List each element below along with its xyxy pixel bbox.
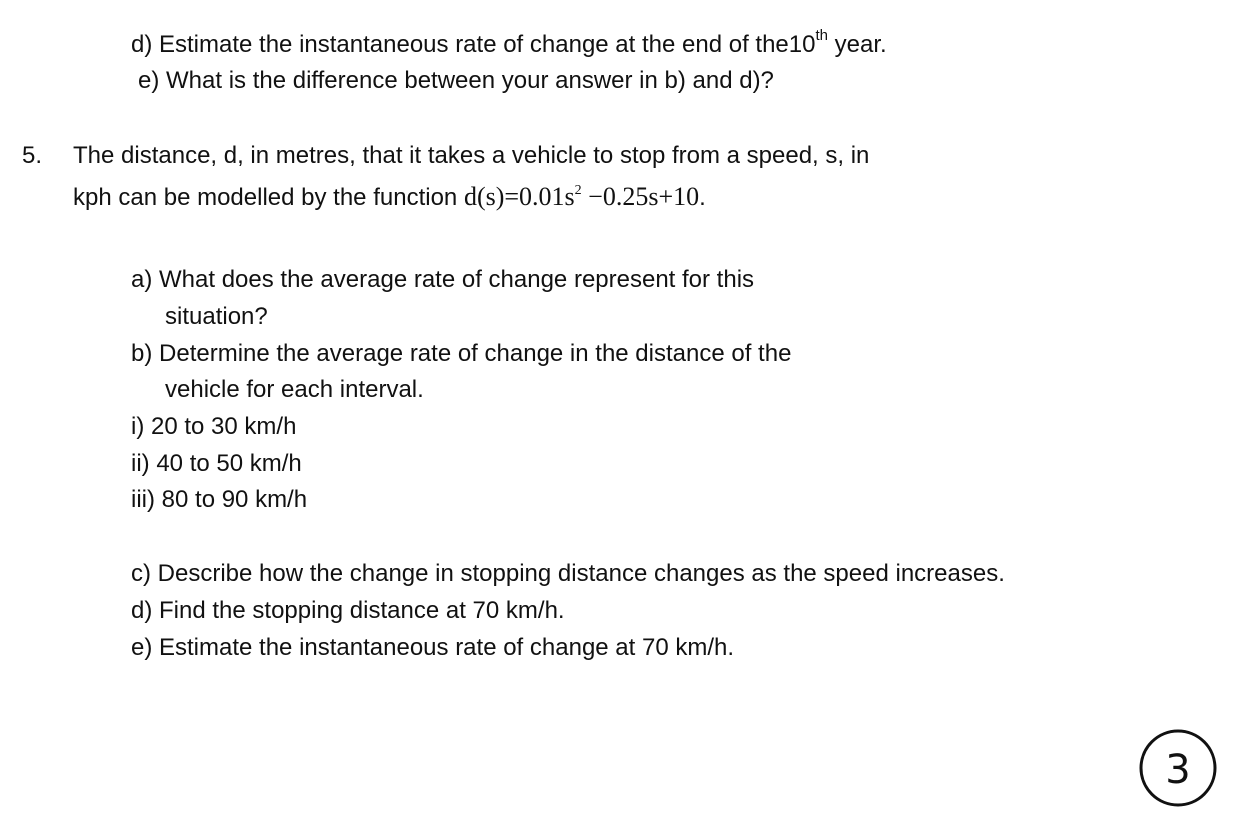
part-a-line2: situation? xyxy=(165,303,268,330)
question-stem-line2-text: kph can be modelled by the function xyxy=(73,184,464,211)
prev-question-d-text: d) Estimate the instantaneous rate of change at the end of the10 xyxy=(131,31,816,58)
formula xyxy=(464,182,699,211)
prev-question-d-superscript: th xyxy=(815,27,828,44)
formula-part-a: d(s)=0.01s xyxy=(463,182,575,211)
question-number: 5. xyxy=(22,142,43,169)
interval-item: i) 20 to 30 km/h xyxy=(131,413,297,440)
page-number-circle xyxy=(1136,728,1220,812)
page-number-text: 3 xyxy=(1165,747,1191,793)
part-b-line1: b) Determine the average rate of change in the distance of the xyxy=(131,340,792,367)
part-e: e) Estimate the instantaneous rate of change at 70 km/h. xyxy=(131,634,735,661)
prev-question-d xyxy=(131,27,887,63)
question-stem-line1: The distance, d, in metres, that it takes a vehicle to stop from a speed, s, in xyxy=(73,142,870,169)
part-b-line2: vehicle for each interval. xyxy=(165,376,424,403)
part-a-line1: a) What does the average rate of change represent for this xyxy=(131,266,755,293)
formula-period: . xyxy=(699,184,706,211)
prev-question-e: e) What is the difference between your answer in b) and d)? xyxy=(138,67,774,94)
interval-item: ii) 40 to 50 km/h xyxy=(131,450,302,477)
formula-part-b: −0.25s+10 xyxy=(581,182,700,211)
interval-item: iii) 80 to 90 km/h xyxy=(131,486,308,513)
formula-exponent: 2 xyxy=(574,183,582,198)
part-c: c) Describe how the change in stopping distance changes as the speed increases. xyxy=(131,560,1005,587)
part-d: d) Find the stopping distance at 70 km/h. xyxy=(131,597,565,624)
question-stem-line2 xyxy=(73,182,706,217)
prev-question-d-tail: year. xyxy=(827,31,887,58)
